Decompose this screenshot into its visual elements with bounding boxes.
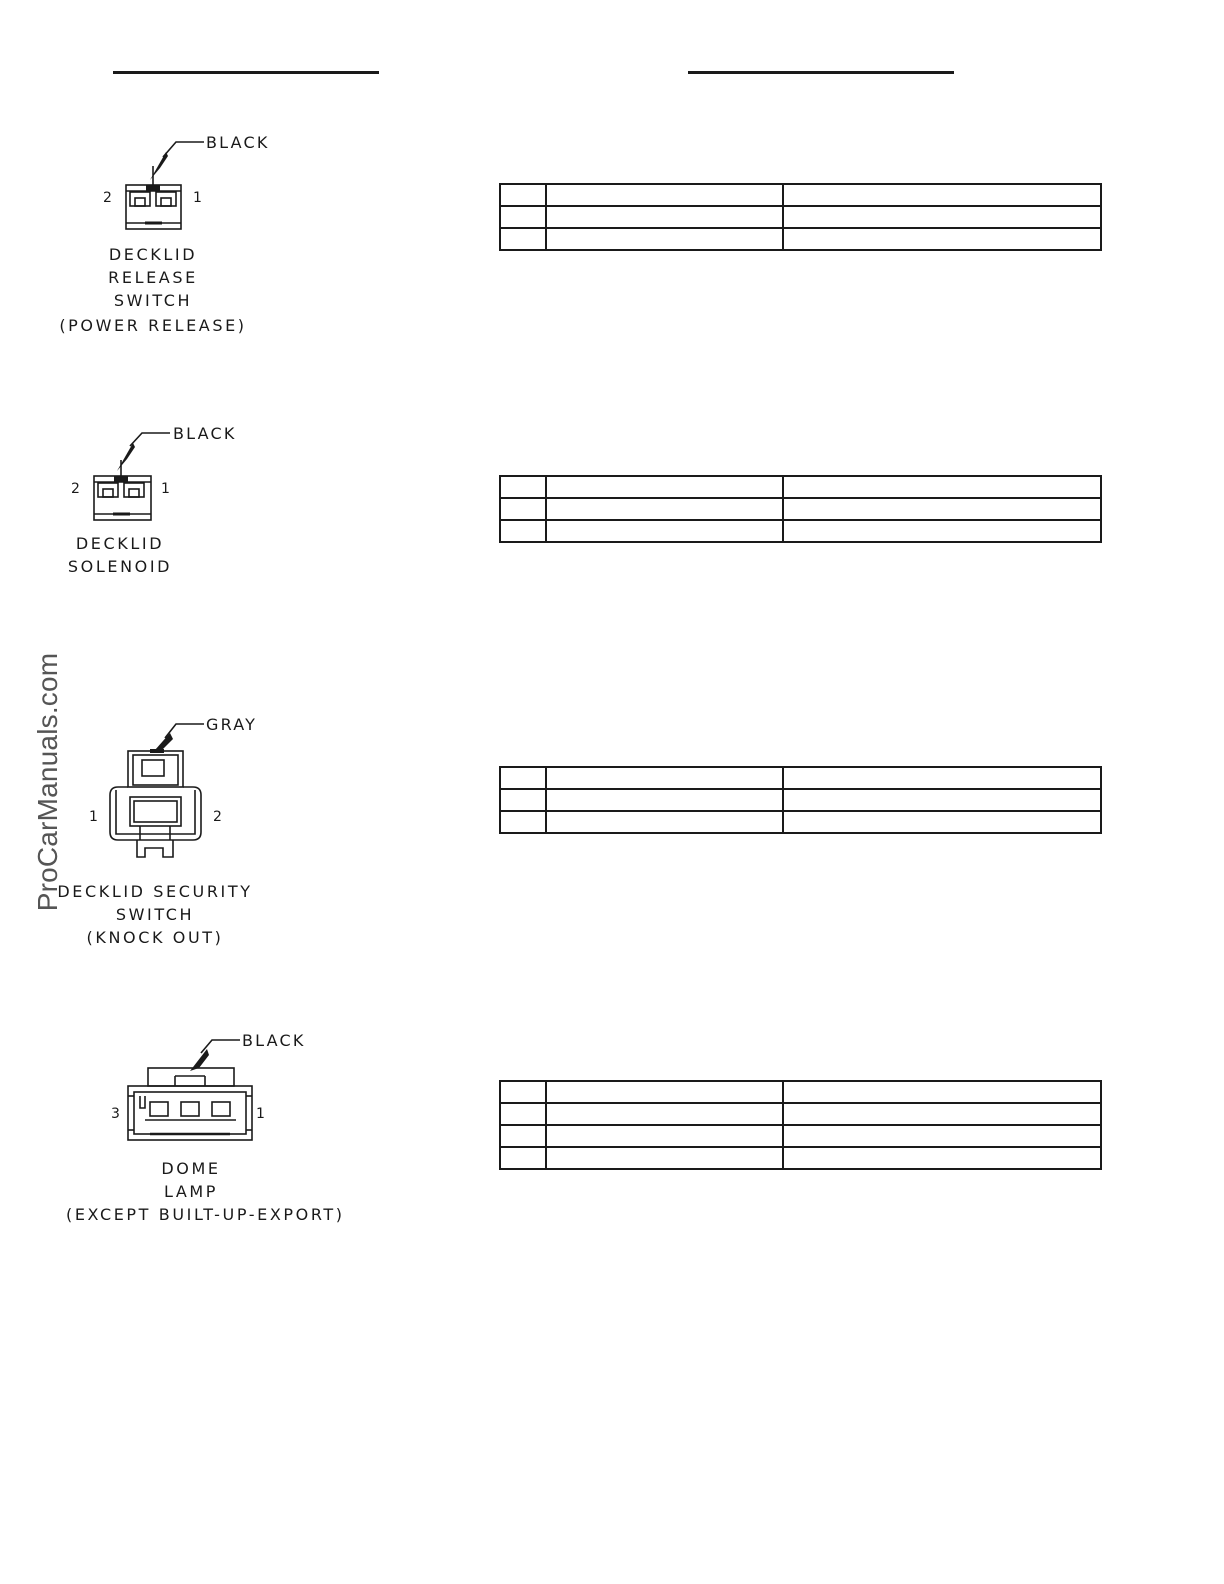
table-cell-circuit — [546, 498, 783, 520]
table-cell-function — [783, 1103, 1101, 1125]
table-cell-function — [783, 1147, 1101, 1169]
table-cell-function — [783, 498, 1101, 520]
pin-number-left: 1 — [89, 809, 98, 825]
pin-number-left: 2 — [103, 190, 112, 206]
table-row — [500, 228, 1101, 250]
table-cell-circuit — [546, 1081, 783, 1103]
pin-number-right: 2 — [213, 809, 222, 825]
pin-number-right: 1 — [256, 1106, 265, 1122]
table-cell-circuit — [546, 184, 783, 206]
table-row — [500, 498, 1101, 520]
table-row — [500, 767, 1101, 789]
wire-color-label: BLACK — [242, 1031, 306, 1050]
table-row — [500, 206, 1101, 228]
table-row — [500, 811, 1101, 833]
table-cell-function — [783, 767, 1101, 789]
table-cell-circuit — [546, 520, 783, 542]
pin-table-decklid-release-switch — [499, 183, 1102, 251]
table-cell-cav — [500, 1103, 546, 1125]
table-cell-cav — [500, 767, 546, 789]
table-row — [500, 1103, 1101, 1125]
pin-number-left: 3 — [111, 1106, 120, 1122]
caption-line: SOLENOID — [67, 557, 173, 576]
table-cell-cav — [500, 206, 546, 228]
table-cell-function — [783, 520, 1101, 542]
table-cell-circuit — [546, 811, 783, 833]
table-cell-cav — [500, 476, 546, 498]
table-cell-circuit — [546, 206, 783, 228]
table-cell-function — [783, 228, 1101, 250]
wire-color-label: BLACK — [173, 424, 237, 443]
table-cell-circuit — [546, 476, 783, 498]
caption-line: DECKLID SECURITY — [57, 882, 253, 901]
table-cell-circuit — [546, 228, 783, 250]
pin-table-decklid-security-switch — [499, 766, 1102, 834]
table-cell-cav — [500, 811, 546, 833]
table-cell-function — [783, 184, 1101, 206]
table-cell-cav — [500, 1125, 546, 1147]
wire-color-label: GRAY — [206, 715, 258, 734]
table-row — [500, 184, 1101, 206]
caption-line: SWITCH — [115, 905, 195, 924]
table-cell-cav — [500, 228, 546, 250]
connector-caption — [66, 1157, 345, 1226]
caption-line: (POWER RELEASE) — [59, 316, 247, 335]
table-row — [500, 789, 1101, 811]
table-cell-function — [783, 811, 1101, 833]
pin-number-left: 2 — [71, 481, 80, 497]
table-cell-circuit — [546, 1103, 783, 1125]
table-row — [500, 1081, 1101, 1103]
table-cell-cav — [500, 1081, 546, 1103]
table-cell-cav — [500, 520, 546, 542]
table-cell-circuit — [546, 1125, 783, 1147]
table-cell-cav — [500, 789, 546, 811]
pin-number-right: 1 — [161, 481, 170, 497]
pin-table-decklid-solenoid — [499, 475, 1102, 543]
caption-line: (KNOCK OUT) — [86, 928, 224, 947]
table-cell-function — [783, 206, 1101, 228]
caption-line: DECKLID — [108, 245, 198, 264]
header-rule-right — [688, 71, 954, 74]
table-cell-function — [783, 789, 1101, 811]
watermark: ProCarManuals.com — [32, 652, 63, 912]
caption-line: RELEASE — [108, 268, 198, 287]
caption-line: DECKLID — [75, 534, 165, 553]
pin-table-dome-lamp — [499, 1080, 1102, 1170]
table-cell-circuit — [546, 1147, 783, 1169]
table-row — [500, 476, 1101, 498]
table-cell-function — [783, 1081, 1101, 1103]
table-cell-cav — [500, 498, 546, 520]
table-cell-cav — [500, 1147, 546, 1169]
wire-color-label: BLACK — [206, 133, 270, 152]
caption-line: DOME — [161, 1159, 221, 1178]
table-row — [500, 1125, 1101, 1147]
connector-icon — [0, 0, 400, 1240]
caption-line: LAMP — [163, 1182, 219, 1201]
table-cell-cav — [500, 184, 546, 206]
table-cell-circuit — [546, 789, 783, 811]
table-cell-function — [783, 1125, 1101, 1147]
table-row — [500, 1147, 1101, 1169]
table-row — [500, 520, 1101, 542]
caption-line: (EXCEPT BUILT-UP-EXPORT) — [66, 1205, 345, 1224]
table-cell-function — [783, 476, 1101, 498]
table-cell-circuit — [546, 767, 783, 789]
pin-number-right: 1 — [193, 190, 202, 206]
caption-line: SWITCH — [113, 291, 193, 310]
